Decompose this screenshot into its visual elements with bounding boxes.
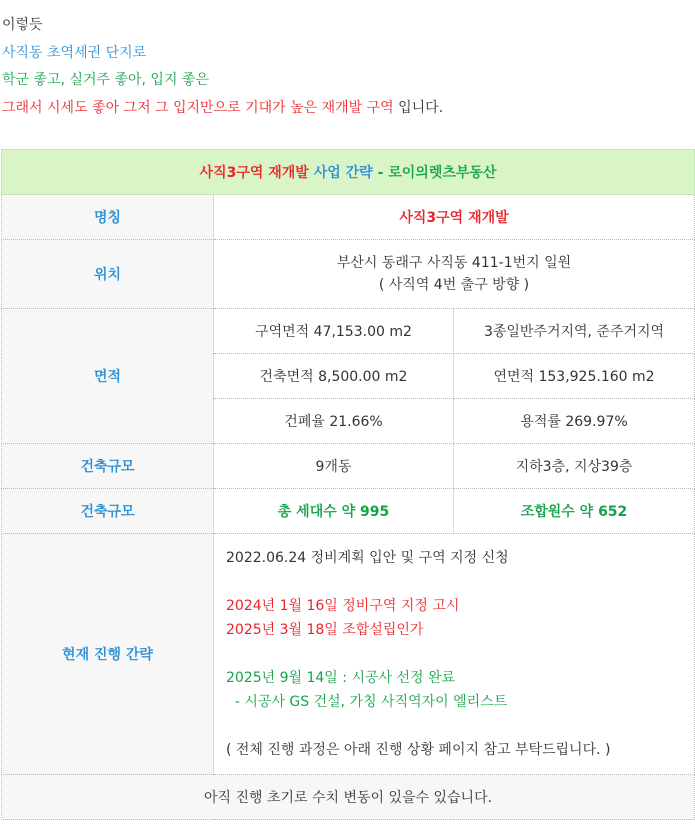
- progress-item-3: 2025년 3월 18일 조합설립인가: [226, 622, 424, 638]
- total-floor-area: 연면적 153,925.160 m2: [454, 354, 695, 399]
- progress-label: 현재 진행 간략: [2, 534, 214, 775]
- intro-line-2: 사직동 초역세권 단지로: [2, 44, 147, 61]
- location-label: 위치: [2, 240, 214, 309]
- coverage-ratio: 건폐율 21.66%: [214, 399, 454, 444]
- name-value: 사직3구역 재개발: [214, 195, 695, 240]
- table-title-green: - 로이의렛츠부동산: [377, 165, 497, 181]
- table-header-row: [2, 150, 695, 195]
- intro-line-4: [2, 95, 693, 123]
- area-label: 면적: [2, 309, 214, 444]
- intro-text: [0, 0, 695, 122]
- table-row-area-1: [2, 309, 695, 354]
- building-area: 건축면적 8,500.00 m2: [214, 354, 454, 399]
- zone-type: 3종일반주거지역, 준주거지역: [454, 309, 695, 354]
- floor-count: 지하3층, 지상39층: [454, 444, 695, 489]
- table-title: [2, 150, 695, 195]
- progress-item-4: 2025년 9월 14일 : 시공사 선정 완료: [226, 670, 456, 686]
- table-row-scale-1: [2, 444, 695, 489]
- project-summary-table: [1, 149, 695, 820]
- table-title-red: 사직3구역 재개발: [199, 165, 309, 181]
- intro-line-4-tail: 입니다.: [393, 99, 444, 116]
- table-footer-row: [2, 775, 695, 820]
- table-row-location: [2, 240, 695, 309]
- name-label: 명칭: [2, 195, 214, 240]
- location-value: [214, 240, 695, 309]
- table-row-scale-2: [2, 489, 695, 534]
- intro-line-4-highlight: 그래서 시세도 좋아 그저 그 입지만으로 기대가 높은 재개발 구역: [2, 99, 394, 116]
- progress-item-1: 2022.06.24 정비계획 입안 및 구역 지정 신청: [226, 550, 509, 566]
- table-row-progress: [2, 534, 695, 775]
- progress-item-5: - 시공사 GS 건설, 가칭 사직역자이 엘리스트: [226, 694, 508, 710]
- progress-details: [214, 534, 695, 775]
- table-row-name: [2, 195, 695, 240]
- household-count: 총 세대수 약 995: [214, 489, 454, 534]
- table-footer-note: 아직 진행 초기로 수치 변동이 있을수 있습니다.: [2, 775, 695, 820]
- zone-area: 구역면적 47,153.00 m2: [214, 309, 454, 354]
- scale-label-1: 건축규모: [2, 444, 214, 489]
- progress-item-6: ( 전체 진행 과정은 아래 진행 상황 페이지 참고 부탁드립니다. ): [226, 742, 611, 758]
- intro-line-1: 이렇듯: [2, 17, 43, 33]
- member-count: 조합원수 약 652: [454, 489, 695, 534]
- intro-line-3: 학군 좋고, 실거주 좋아, 입지 좋은: [2, 72, 209, 88]
- floor-area-ratio: 용적률 269.97%: [454, 399, 695, 444]
- table-title-blue: 사업 간략: [308, 165, 378, 181]
- location-line-1: 부산시 동래구 사직동 411-1번지 일원: [336, 255, 572, 271]
- scale-label-2: 건축규모: [2, 489, 214, 534]
- location-line-2: ( 사직역 4번 출구 방향 ): [378, 277, 530, 293]
- progress-item-2: 2024년 1월 16일 정비구역 지정 고시: [226, 598, 460, 614]
- building-count: 9개동: [214, 444, 454, 489]
